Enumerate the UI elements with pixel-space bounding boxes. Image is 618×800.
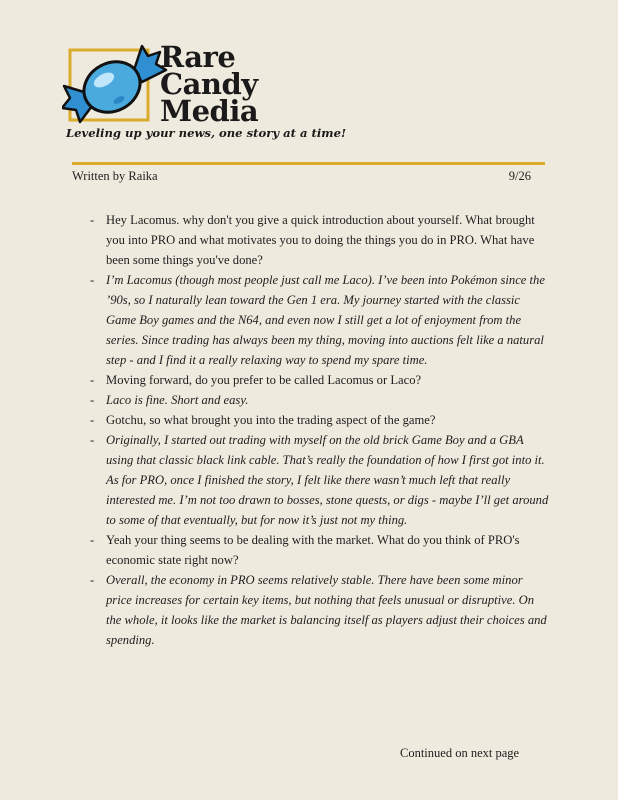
author: Written by Raika — [72, 169, 158, 183]
brand-line-3: Media — [160, 94, 259, 128]
brand-line-2: Candy — [160, 67, 258, 101]
brand-name — [160, 40, 259, 128]
tagline: Leveling up your news, one story at a time! — [66, 126, 347, 140]
continued-note: Continued on next page — [400, 746, 520, 760]
list-item-question: - Gotchu, so what brought you into the trading aspect of the game? — [90, 413, 436, 427]
interview-list — [90, 210, 550, 650]
list-item-question: - Hey Lacomus. why don't you give a quick introduction about yourself. What brought you into PRO and what motivates you to doing the things you do in PRO. What have been some things you've done? — [90, 213, 535, 267]
list-item-answer: - Overall, the economy in PRO seems relatively stable. There have been some minor price increases for certain key items, but nothing that feels unusual or disruptive. On the whole, it looks like the market is balancing itself as players adjust their choices and spending. — [90, 573, 547, 647]
list-item-question: - Moving forward, do you prefer to be called Lacomus or Laco? — [90, 373, 422, 387]
list-item-question: - Yeah your thing seems to be dealing with the market. What do you think of PRO's economic state right now? — [90, 533, 520, 567]
candy-icon — [62, 42, 172, 132]
rare-candy-media-logo — [62, 42, 352, 142]
list-item-answer: - Laco is fine. Short and easy. — [90, 393, 249, 407]
byline — [72, 169, 545, 184]
brand-line-1: Rare — [160, 40, 236, 74]
list-item-answer: - I’m Lacomus (though most people just call me Laco). I’ve been into Pokémon since the ’90s, so I naturally lean toward the Gen 1 era. My journey started with the classic Game Boy games and the N64, and even now I still get a lot of enjoyment from the series. Since trading has always been my thing, moving into auctions felt like a natural step - and I find it a really relaxing way to spend my spare time. — [90, 273, 545, 367]
date: 9/26 — [508, 169, 531, 183]
list-item-answer: - Originally, I started out trading with myself on the old brick Game Boy and a GBA using that classic black link cable. That’s really the foundation of how I first got into it. As for PRO, once I finished the story, I felt like there wasn’t much left that really interested me. I’m not too drawn to bosses, stone quests, or digs - maybe I’ll get around to some of that eventually, but for now it’s just not my thing. — [90, 433, 549, 527]
header-divider — [72, 162, 545, 165]
